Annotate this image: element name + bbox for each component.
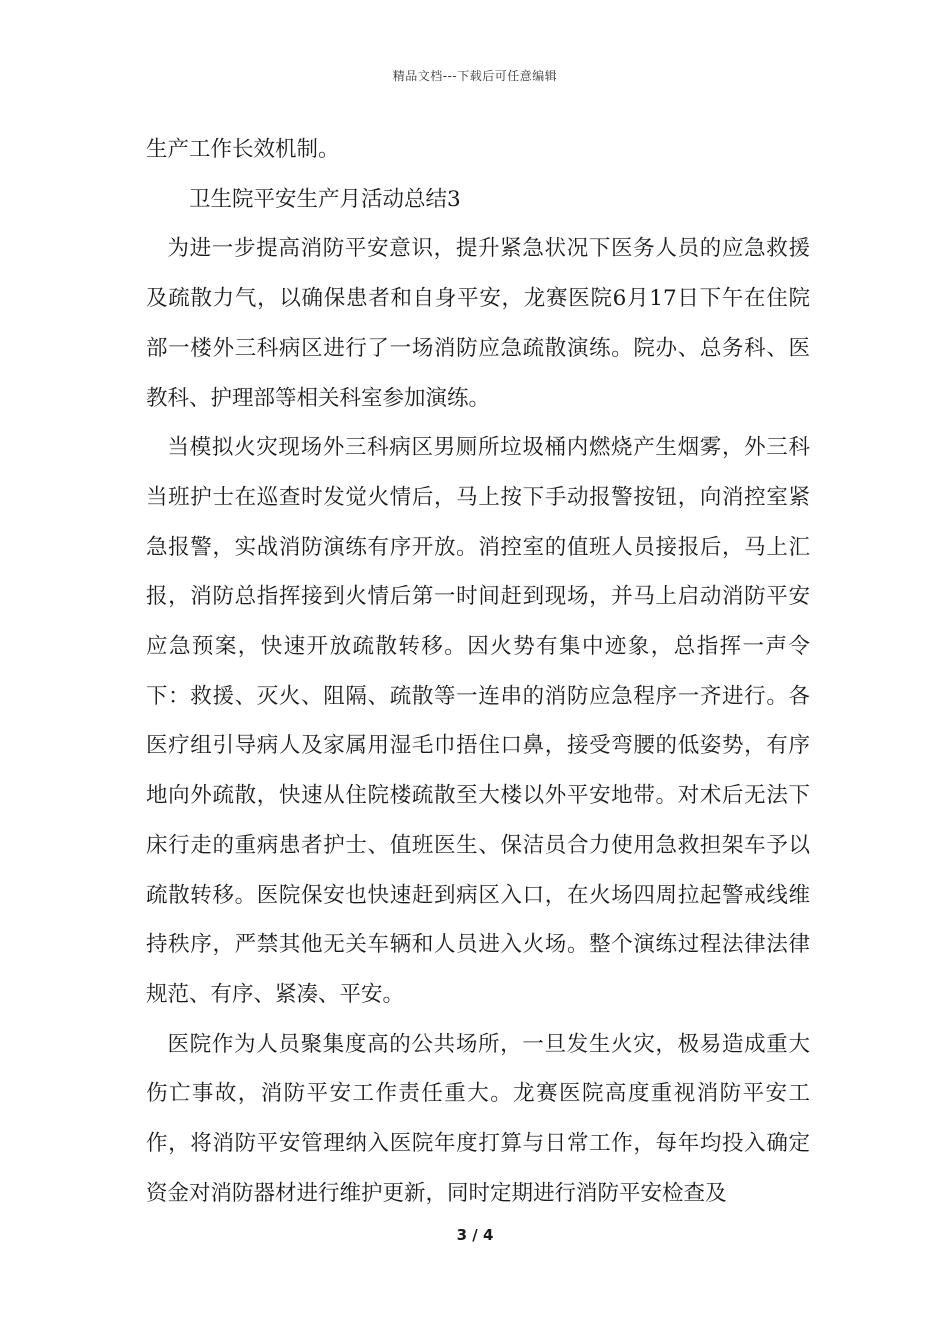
section-title: 卫生院平安生产月活动总结3	[189, 186, 461, 212]
page-header: 精品文档---下载后可任意编辑	[392, 69, 558, 83]
page-number: 3 / 4	[456, 1226, 494, 1244]
paragraph-drill: 当模拟火灾现场外三科病区男厕所垃圾桶内燃烧产生烟雾，外三科当班护士在巡查时发觉火情后，马上按下手动报警按钮，向消控室紧急报警，实战消防演练有序开放。消控室的值班人员接报后，马上汇报，消防总指挥接到火情后第一时间赶到现场，并马上启动消防平安应急预案，快速开放疏散转移。因火势有集中迹象，总指挥一声令下：救援、灭火、阻隔、疏散等一连串的消防应急程序一齐进行。各医疗组引导病人及家属用湿毛巾捂住口鼻，接受弯腰的低姿势，有序地向外疏散，快速从住院楼疏散至大楼以外平安地带。对术后无法下床行走的重病患者护士、值班医生、保洁员合力使用急救担架车予以疏散转移。医院保安也快速赶到病区入口，在火场四周拉起警戒线维持秩序，严禁其他无关车辆和人员进入火场。整个演练过程法律法律规范、有序、紧凑、平安。	[146, 435, 810, 1007]
document-body	[146, 125, 810, 1218]
paragraph-intro: 为进一步提高消防平安意识，提升紧急状况下医务人员的应急救援及疏散力气，以确保患者和自身平安，龙赛医院6月17日下午在住院部一楼外三科病区进行了一场消防应急疏散演练。院办、总务科、医教科、护理部等相关科室参加演练。	[146, 236, 810, 411]
paragraph-importance: 医院作为人员聚集度高的公共场所，一旦发生火灾，极易造成重大伤亡事故，消防平安工作责任重大。龙赛医院高度重视消防平安工作，将消防平安管理纳入医院年度打算与日常工作，每年均投入确定资金对消防器材进行维护更新，同时定期进行消防平安检查及	[146, 1031, 810, 1206]
paragraph-continuation: 生产工作长效机制。	[146, 137, 340, 162]
